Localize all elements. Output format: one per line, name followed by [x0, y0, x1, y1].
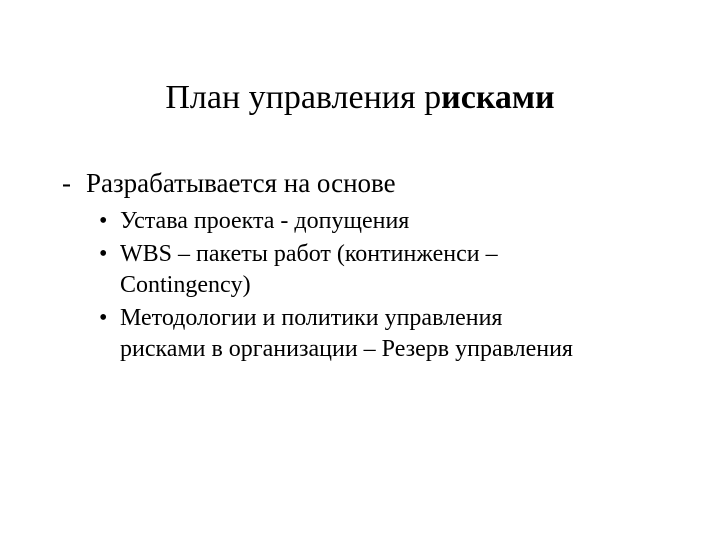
bullet-item-wbs [99, 239, 699, 301]
slide-title-bold: исками [441, 79, 555, 116]
bullet-text: Устава проекта - допущения [120, 208, 410, 234]
bullet-list [99, 206, 699, 367]
bullet-text-continued: рисками в организации – Резерв управления [120, 336, 573, 362]
dash-marker: - [62, 168, 71, 198]
bullet-icon: • [99, 305, 108, 331]
main-point-text: Разрабатывается на основе [86, 168, 396, 198]
main-point [62, 166, 396, 200]
bullet-icon: • [99, 241, 108, 267]
bullet-item-methodology [99, 303, 699, 365]
bullet-item-charter [99, 206, 699, 237]
bullet-icon: • [99, 208, 108, 234]
bullet-text: Методологии и политики управления [120, 305, 503, 331]
slide-title-plain: План управления р [165, 79, 442, 116]
bullet-text-continued: Contingency) [120, 272, 251, 298]
slide-title [0, 76, 720, 120]
bullet-text: WBS – пакеты работ (континженси – [120, 241, 498, 267]
